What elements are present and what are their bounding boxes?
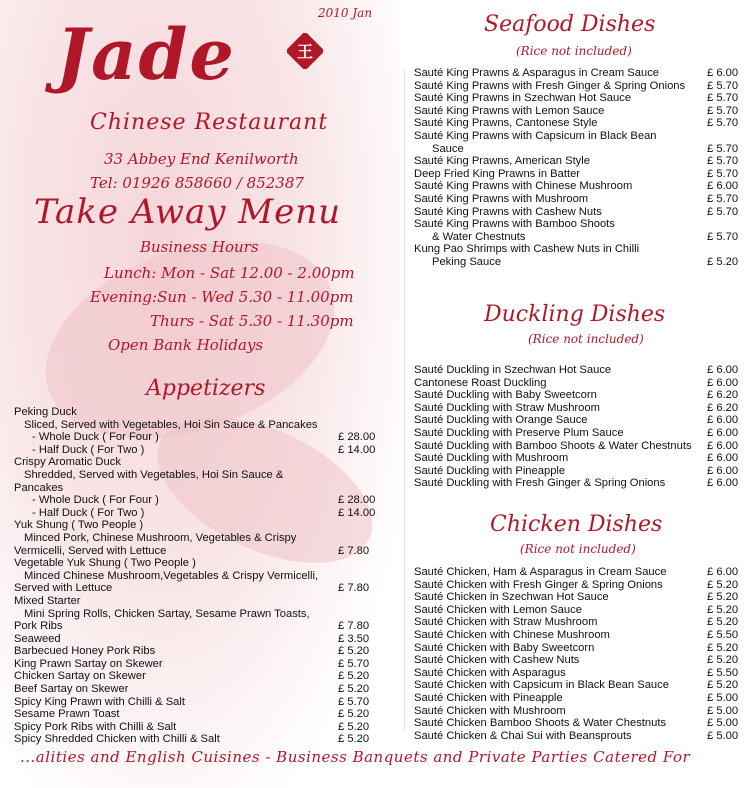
menu-item-name: Sauté Duckling with Straw Mushroom (414, 401, 600, 414)
menu-item-row (414, 243, 744, 256)
menu-item-row (414, 218, 744, 231)
menu-item-row (414, 440, 744, 453)
menu-item-price (338, 608, 390, 621)
menu-item-name: Sauté King Prawns with Mushroom (414, 192, 589, 205)
menu-item-price (338, 557, 390, 570)
menu-item-name: Sauté King Prawns, Cantonese Style (414, 117, 598, 130)
menu-item-name: - Half Duck ( For Two ) (32, 506, 145, 519)
restaurant-telephone: Tel: 01926 858660 / 852387 (90, 174, 304, 192)
menu-item-name: Sauté Duckling with Fresh Ginger & Spring Onions (414, 477, 666, 490)
menu-item-row (414, 414, 744, 427)
menu-item-name: Sauté Duckling with Baby Sweetcorn (414, 389, 597, 402)
column-divider (404, 70, 405, 730)
hours-lunch: Lunch: Mon - Sat 12.00 - 2.00pm (104, 264, 355, 282)
menu-item-price: £ 5.00 (707, 691, 739, 704)
menu-item-row (14, 532, 390, 545)
menu-item-price: £ 5.70 (707, 155, 739, 168)
footer-tagline: ...alities and English Cuisines - Business Banquets and Private Parties Catered For (20, 748, 691, 766)
menu-item-row (14, 431, 390, 444)
menu-item-name: Sesame Prawn Toast (14, 708, 120, 721)
menu-item-price: £ 5.20 (338, 733, 370, 746)
menu-item-price (338, 519, 390, 532)
menu-item-name: Pancakes (14, 481, 64, 494)
menu-item-row (414, 193, 744, 206)
menu-item-price: £ 5.20 (338, 670, 370, 683)
menu-item-row (14, 456, 390, 469)
menu-item-row (414, 566, 744, 579)
menu-item-price: £ 14.00 (338, 506, 376, 519)
restaurant-subtitle: Chinese Restaurant (90, 110, 329, 135)
duckling-list (414, 364, 744, 490)
menu-item-row (414, 692, 744, 705)
menu-item-name: Sauté Duckling with Preserve Plum Sauce (414, 426, 624, 439)
menu-item-name: - Half Duck ( For Two ) (32, 443, 145, 456)
menu-item-name: Sauté Duckling with Bamboo Shoots & Water Chestnuts (414, 439, 692, 452)
menu-item-row (414, 389, 744, 402)
menu-item-name: Vermicelli, Served with Lettuce (14, 544, 167, 557)
appetizers-list (14, 406, 390, 746)
menu-item-name: Sauté Duckling with Pineapple (414, 464, 566, 477)
menu-item-price: £ 6.00 (707, 566, 739, 578)
restaurant-address: 33 Abbey End Kenilworth (104, 150, 299, 168)
menu-item-price (338, 406, 390, 419)
menu-item-row (14, 696, 390, 709)
menu-title: Take Away Menu (34, 192, 341, 232)
menu-item-name: Mini Spring Rolls, Chicken Sartay, Sesame Prawn Toasts, (24, 607, 310, 620)
appetizers-heading: Appetizers (146, 376, 266, 401)
menu-item-row (414, 591, 744, 604)
menu-item-price: £ 5.70 (707, 192, 739, 205)
menu-item-row (414, 730, 744, 743)
menu-item-row (14, 670, 390, 683)
menu-item-price: £ 5.20 (338, 645, 370, 658)
menu-item-price: £ 28.00 (338, 494, 376, 507)
menu-item-row (414, 452, 744, 465)
menu-item-row (414, 642, 744, 655)
menu-item-row (414, 80, 744, 93)
menu-item-row (14, 519, 390, 532)
menu-item-price (338, 456, 390, 469)
menu-item-price: £ 5.00 (707, 729, 739, 742)
menu-item-row (14, 658, 390, 671)
jade-seal-icon (287, 33, 323, 69)
menu-item-price: £ 7.80 (338, 582, 370, 595)
menu-item-row (14, 419, 390, 432)
menu-item-row (14, 595, 390, 608)
menu-item-price (338, 419, 390, 432)
menu-item-price: £ 6.00 (707, 180, 739, 193)
menu-item-row (414, 256, 744, 269)
menu-item-row (414, 143, 744, 156)
menu-item-row (414, 616, 744, 629)
menu-item-name: Sauté Chicken with Capsicum in Black Bean Sauce (414, 679, 669, 692)
seafood-heading: Seafood Dishes (484, 12, 656, 37)
menu-item-price (338, 482, 390, 495)
menu-item-price (338, 595, 390, 608)
menu-item-row (414, 155, 744, 168)
menu-item-name: Sauté Chicken with Asparagus (414, 666, 566, 679)
menu-item-price: £ 5.20 (707, 255, 739, 268)
menu-item-name: Sauté Duckling with Mushroom (414, 452, 569, 465)
menu-item-name: Sauté Chicken, Ham & Asparagus in Cream Sauce (414, 566, 667, 578)
menu-item-row (414, 579, 744, 592)
business-hours-heading: Business Hours (140, 238, 259, 256)
menu-item-name: Spicy Shredded Chicken with Chilli & Salt (14, 733, 220, 746)
menu-item-price: £ 5.20 (707, 616, 739, 629)
menu-item-price (707, 243, 744, 256)
menu-item-row (414, 427, 744, 440)
menu-item-name: Sauté King Prawns, American Style (414, 155, 590, 168)
menu-item-row (14, 608, 390, 621)
menu-item-price: £ 6.00 (707, 477, 739, 490)
menu-item-price: £ 7.80 (338, 620, 370, 633)
menu-item-price: £ 5.00 (707, 717, 739, 730)
menu-item-name: Yuk Shung ( Two People ) (14, 519, 144, 532)
menu-item-name: - Whole Duck ( For Four ) (32, 431, 159, 444)
menu-item-price: £ 5.70 (707, 117, 739, 130)
menu-item-row (14, 708, 390, 721)
menu-item-row (414, 67, 744, 80)
menu-item-row (14, 582, 390, 595)
menu-item-name: Sauté Chicken in Szechwan Hot Sauce (414, 591, 609, 604)
menu-item-name: Sauté Chicken with Lemon Sauce (414, 603, 582, 616)
menu-item-name: Sauté King Prawns with Fresh Ginger & Spring Onions (414, 79, 686, 92)
menu-item-row (14, 733, 390, 746)
menu-item-row (414, 717, 744, 730)
menu-item-row (414, 705, 744, 718)
menu-item-price: £ 5.20 (707, 679, 739, 692)
menu-item-price (338, 570, 390, 583)
seafood-list (414, 67, 744, 269)
hours-thurs-sat: Thurs - Sat 5.30 - 11.30pm (150, 312, 354, 330)
menu-item-name: Sauté King Prawns with Chinese Mushroom (414, 180, 633, 193)
menu-item-row (414, 168, 744, 181)
menu-item-row (414, 364, 744, 377)
menu-item-name: Sauté King Prawns & Asparagus in Cream Sauce (414, 67, 660, 79)
menu-item-row (14, 545, 390, 558)
menu-item-name: Barbecued Honey Pork Ribs (14, 645, 156, 658)
menu-item-name: Sauté King Prawns with Bamboo Shoots (414, 218, 615, 231)
menu-item-price: £ 7.80 (338, 544, 370, 557)
menu-item-row (14, 683, 390, 696)
menu-item-row (414, 679, 744, 692)
menu-item-price: £ 6.00 (707, 414, 739, 427)
menu-item-name: Served with Lettuce (14, 582, 113, 595)
chicken-list (414, 566, 744, 742)
menu-item-row (414, 231, 744, 244)
menu-item-price: £ 5.20 (338, 720, 370, 733)
duckling-heading: Duckling Dishes (484, 302, 666, 327)
menu-item-row (14, 557, 390, 570)
menu-item-row (14, 721, 390, 734)
menu-item-price: £ 6.00 (707, 426, 739, 439)
menu-item-price: £ 5.70 (707, 142, 739, 155)
menu-item-name: Sauté Chicken with Fresh Ginger & Spring Onions (414, 578, 663, 591)
menu-item-row (14, 507, 390, 520)
menu-item-row (14, 469, 390, 482)
menu-item-price: £ 5.50 (707, 666, 739, 679)
menu-item-row (414, 477, 744, 490)
menu-item-price: £ 3.50 (338, 632, 370, 645)
menu-item-row (414, 667, 744, 680)
menu-item-name: Shredded, Served with Vegetables, Hoi Sin Sauce & (24, 468, 284, 481)
menu-item-price: £ 5.50 (707, 628, 739, 641)
menu-item-name: Sauté Chicken with Mushroom (414, 704, 566, 717)
menu-item-name: Sauté Duckling with Orange Sauce (414, 414, 588, 427)
duckling-note: (Rice not included) (528, 332, 644, 346)
restaurant-logo: Jade (56, 13, 236, 96)
menu-item-row (414, 604, 744, 617)
menu-item-row (414, 117, 744, 130)
menu-item-price: £ 5.70 (707, 92, 739, 105)
menu-item-price: £ 5.20 (338, 708, 370, 721)
menu-item-price (338, 469, 390, 482)
menu-item-row (414, 377, 744, 390)
menu-item-name: Peking Duck (14, 406, 77, 418)
menu-item-price: £ 5.20 (707, 641, 739, 654)
menu-item-name: Kung Pao Shrimps with Cashew Nuts in Chilli (414, 243, 640, 256)
menu-item-row (14, 406, 390, 419)
menu-item-price: £ 5.20 (338, 683, 370, 696)
menu-item-name: Spicy King Prawn with Chilli & Salt (14, 695, 185, 708)
menu-item-row (414, 654, 744, 667)
menu-item-name: Cantonese Roast Duckling (414, 376, 547, 389)
hours-bank-holidays: Open Bank Holidays (108, 336, 264, 354)
menu-item-row (414, 402, 744, 415)
menu-item-row (14, 633, 390, 646)
menu-item-row (414, 206, 744, 219)
menu-item-price: £ 5.20 (707, 603, 739, 616)
chicken-note: (Rice not included) (520, 542, 636, 556)
menu-item-price: £ 5.70 (338, 695, 370, 708)
menu-item-name: Spicy Pork Ribs with Chilli & Salt (14, 720, 177, 733)
menu-item-price: £ 6.20 (707, 401, 739, 414)
menu-item-name: Minced Chinese Mushroom,Vegetables & Crispy Vermicelli, (24, 569, 319, 582)
menu-item-row (414, 92, 744, 105)
menu-item-row (414, 130, 744, 143)
menu-item-name: King Prawn Sartay on Skewer (14, 657, 163, 670)
menu-item-row (414, 180, 744, 193)
menu-item-name: Sauté Chicken Bamboo Shoots & Water Chestnuts (414, 717, 667, 730)
menu-item-name: Mixed Starter (14, 594, 81, 607)
menu-item-price (707, 130, 744, 143)
menu-item-name: - Whole Duck ( For Four ) (32, 494, 159, 507)
menu-item-name: Peking Sauce (432, 255, 502, 268)
menu-item-name: Sauté Chicken with Cashew Nuts (414, 654, 580, 667)
menu-item-price: £ 6.00 (707, 452, 739, 465)
menu-item-price (707, 218, 744, 231)
menu-item-price: £ 6.00 (707, 364, 739, 376)
menu-item-name: Crispy Aromatic Duck (14, 456, 121, 469)
menu-item-name: Chicken Sartay on Skewer (14, 670, 146, 683)
menu-item-row (14, 620, 390, 633)
menu-item-price: £ 5.70 (707, 205, 739, 218)
menu-item-price: £ 6.00 (707, 376, 739, 389)
menu-item-row (14, 645, 390, 658)
menu-item-name: & Water Chestnuts (432, 230, 526, 243)
menu-item-row (414, 629, 744, 642)
menu-item-price: £ 5.70 (707, 104, 739, 117)
menu-item-name: Sauce (432, 142, 464, 155)
menu-item-name: Deep Fried King Prawns in Batter (414, 167, 581, 180)
menu-item-price: £ 6.00 (707, 439, 739, 452)
menu-item-name: Sliced, Served with Vegetables, Hoi Sin Sauce & Pancakes (24, 418, 318, 431)
seafood-note: (Rice not included) (516, 44, 632, 58)
menu-item-price: £ 6.00 (707, 67, 739, 79)
menu-item-row (14, 444, 390, 457)
menu-item-name: Pork Ribs (14, 620, 63, 633)
menu-item-price: £ 14.00 (338, 443, 376, 456)
menu-item-name: Vegetable Yuk Shung ( Two People ) (14, 557, 196, 570)
menu-item-price: £ 6.20 (707, 389, 739, 402)
menu-item-name: Sauté Chicken with Baby Sweetcorn (414, 641, 595, 654)
menu-item-price (338, 532, 390, 545)
menu-date: 2010 Jan (318, 6, 373, 20)
menu-item-name: Sauté Chicken with Chinese Mushroom (414, 628, 610, 641)
menu-item-name: Sauté Chicken & Chai Sui with Beansprouts (414, 729, 632, 742)
menu-item-price: £ 5.20 (707, 591, 739, 604)
chicken-heading: Chicken Dishes (490, 512, 663, 537)
menu-item-price: £ 5.70 (707, 230, 739, 243)
menu-item-name: Sauté Duckling in Szechwan Hot Sauce (414, 364, 612, 376)
menu-item-name: Sauté Chicken with Pineapple (414, 691, 563, 704)
menu-item-row (14, 494, 390, 507)
menu-item-price: £ 5.70 (707, 79, 739, 92)
menu-item-name: Minced Pork, Chinese Mushroom, Vegetables & Crispy (24, 531, 297, 544)
menu-item-name: Sauté King Prawns with Lemon Sauce (414, 104, 605, 117)
menu-item-price: £ 5.70 (707, 167, 739, 180)
menu-item-price: £ 28.00 (338, 431, 376, 444)
menu-item-name: Sauté King Prawns in Szechwan Hot Sauce (414, 92, 632, 105)
menu-item-price: £ 5.20 (707, 578, 739, 591)
menu-item-row (14, 570, 390, 583)
menu-item-name: Sauté Chicken with Straw Mushroom (414, 616, 598, 629)
menu-item-price: £ 5.70 (338, 657, 370, 670)
menu-item-price: £ 5.00 (707, 704, 739, 717)
menu-item-row (14, 482, 390, 495)
menu-item-name: Seaweed (14, 632, 61, 645)
menu-item-name: Beef Sartay on Skewer (14, 683, 129, 696)
menu-item-row (414, 105, 744, 118)
svg-text:王: 王 (296, 42, 314, 61)
menu-item-row (414, 465, 744, 478)
menu-item-price: £ 5.20 (707, 654, 739, 667)
menu-item-price: £ 6.00 (707, 464, 739, 477)
menu-item-name: Sauté King Prawns with Cashew Nuts (414, 205, 602, 218)
hours-evening: Evening:Sun - Wed 5.30 - 11.00pm (90, 288, 354, 306)
menu-item-name: Sauté King Prawns with Capsicum in Black Bean (414, 129, 657, 142)
